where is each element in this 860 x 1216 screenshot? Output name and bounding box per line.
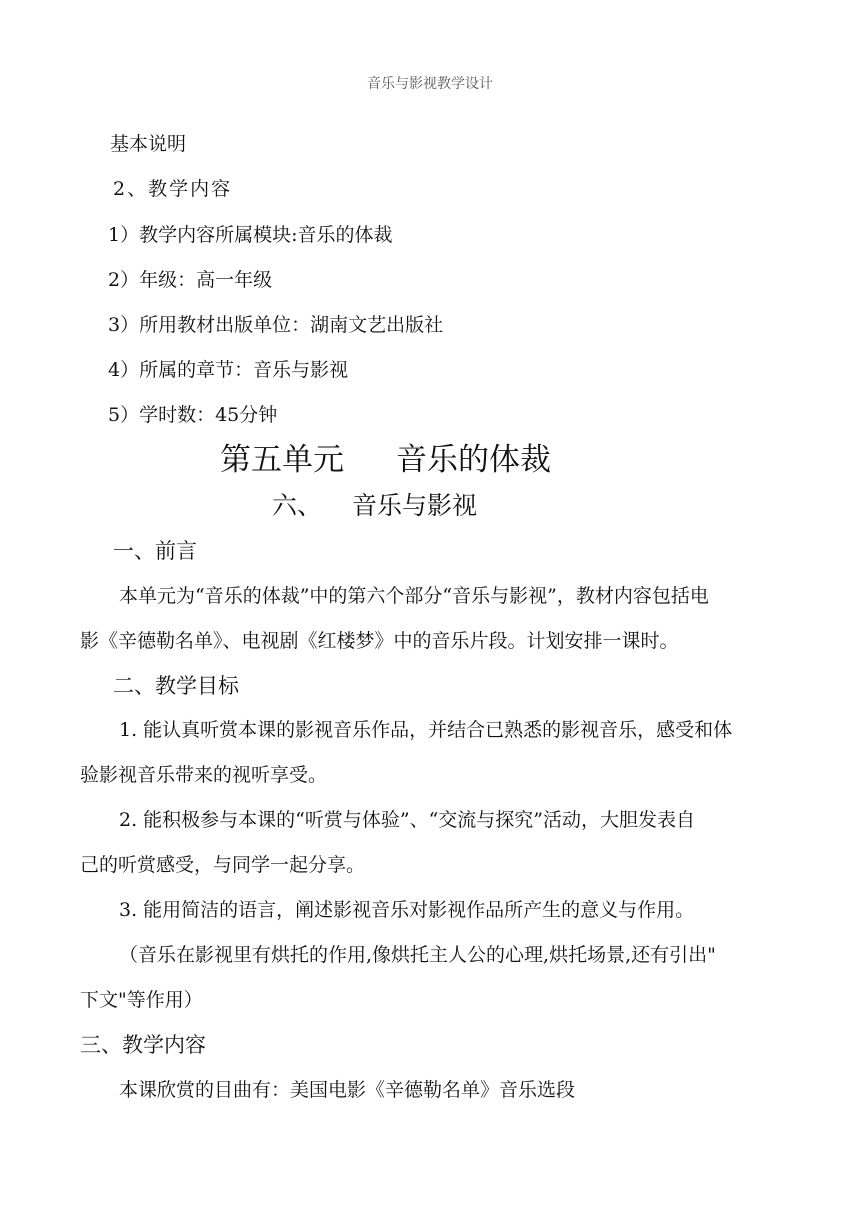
section-2-heading: 2、教学内容 <box>113 178 233 200</box>
info-item-module: 1）教学内容所属模块:音乐的体裁 <box>108 224 393 246</box>
section-number: 六、 <box>272 491 323 520</box>
info-item-hours: 5）学时数：45分钟 <box>108 404 278 426</box>
unit-number: 第五单元 <box>220 442 344 478</box>
unit-name: 音乐的体裁 <box>396 442 551 478</box>
content-heading: 三、教学内容 <box>80 1033 206 1057</box>
content-line-1: 本课欣赏的目曲有：美国电影《辛德勒名单》音乐选段 <box>119 1079 576 1101</box>
goal-3-line-1: 3. 能用简洁的语言，阐述影视音乐对影视作品所产生的意义与作用。 <box>119 899 695 921</box>
info-item-grade: 2）年级：高一年级 <box>108 269 273 291</box>
section-title <box>272 493 477 518</box>
goal-note-line-2: 下文"等作用） <box>80 989 203 1011</box>
goal-1-line-2: 验影视音乐带来的视听享受。 <box>80 764 328 786</box>
preface-line-1: 本单元为“音乐的体裁”中的第六个部分“音乐与影视”，教材内容包括电 <box>119 585 709 607</box>
goal-1-line-1: 1. 能认真听赏本课的影视音乐作品，并结合已熟悉的影视音乐，感受和体 <box>119 719 733 741</box>
preface-line-2: 影《辛德勒名单》、电视剧《红楼梦》中的音乐片段。计划安排一课时。 <box>80 630 679 652</box>
page-header: 音乐与影视教学设计 <box>367 76 493 92</box>
unit-title <box>220 442 551 478</box>
goal-2-line-2: 己的听赏感受，与同学一起分享。 <box>80 854 366 876</box>
goal-note-line-1: （音乐在影视里有烘托的作用,像烘托主人公的心理,烘托场景,还有引出" <box>119 944 716 966</box>
basic-info-label: 基本说明 <box>110 133 187 155</box>
info-item-publisher: 3）所用教材出版单位：湖南文艺出版社 <box>108 314 444 336</box>
goals-heading: 二、教学目标 <box>113 674 239 698</box>
preface-heading: 一、前言 <box>113 539 197 563</box>
info-item-chapter: 4）所属的章节：音乐与影视 <box>108 359 349 381</box>
goal-2-line-1: 2. 能积极参与本课的“听赏与体验”、“交流与探究”活动，大胆发表自 <box>119 809 696 831</box>
section-name: 音乐与影视 <box>352 491 478 520</box>
